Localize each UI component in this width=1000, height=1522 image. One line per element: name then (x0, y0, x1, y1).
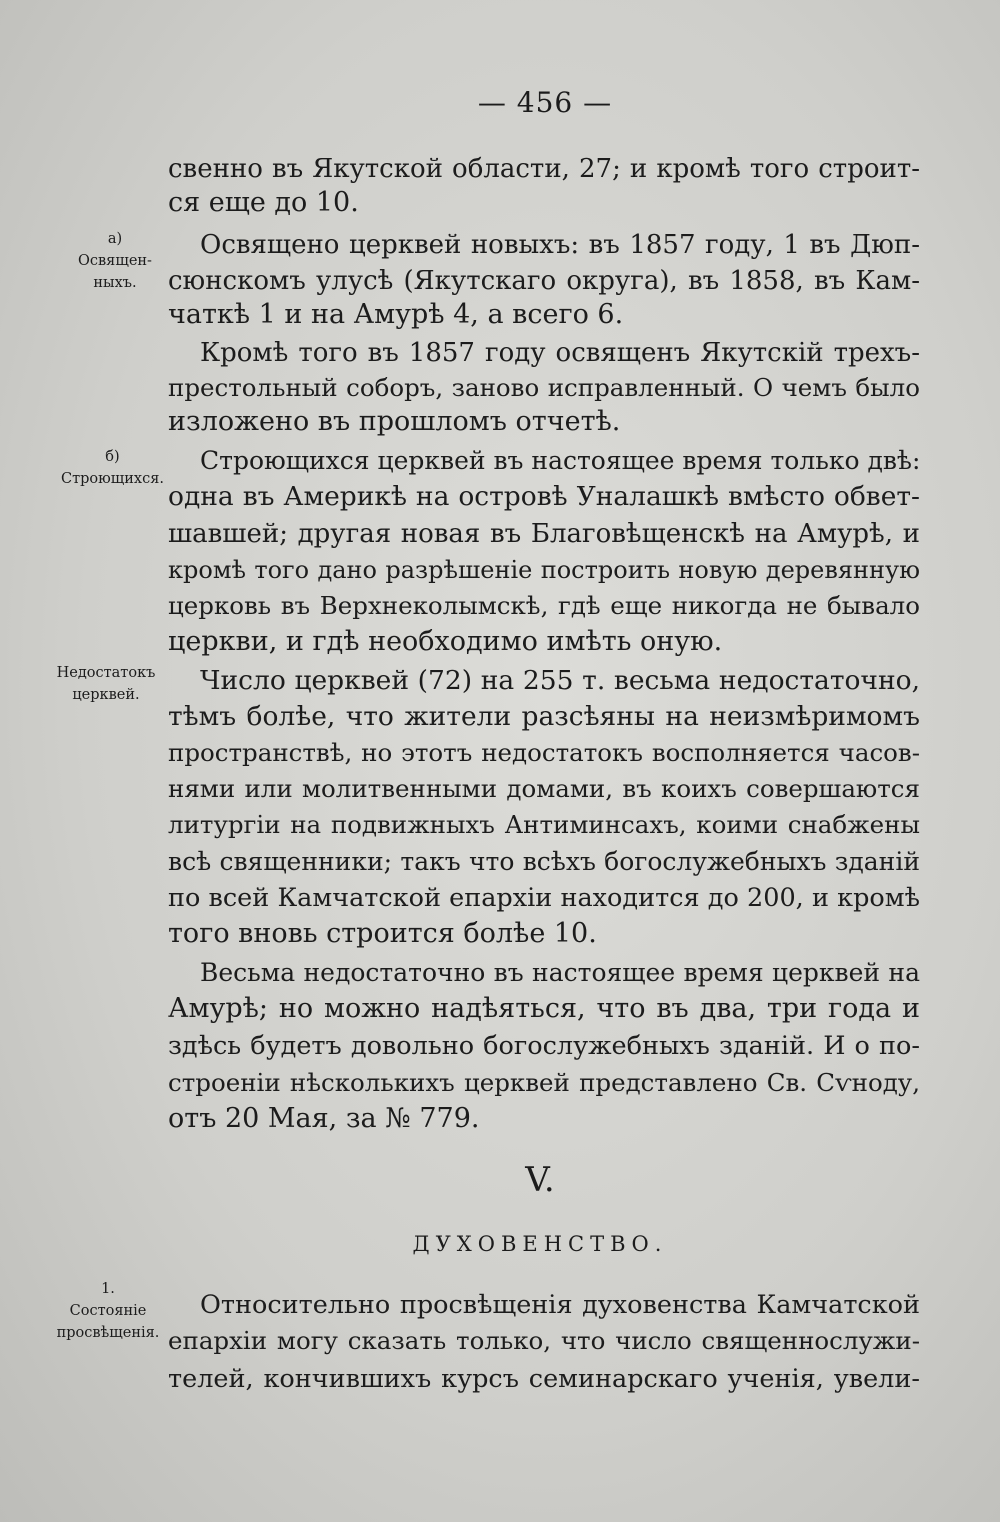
body-line: сюнскомъ улусѣ (Якутскаго округа), въ 1858, въ Кам- (168, 266, 920, 296)
section-numeral: V. (525, 1160, 555, 1200)
body-line: Весьма недостаточно въ настоящее время церквей на (200, 958, 920, 987)
body-line: церкви, и гдѣ необходимо имѣть оную. (168, 626, 723, 657)
body-line: чаткѣ 1 и на Амурѣ 4, а всего 6. (168, 299, 624, 330)
margin-note-under-construction (50, 446, 175, 490)
page-number: — 456 — (477, 86, 613, 119)
body-line: Строющихся церквей въ настоящее время только двѣ: (200, 446, 921, 475)
margin-note-consecrated (70, 228, 160, 294)
body-line: по всей Камчатской епархіи находится до 200, и кромѣ (168, 883, 920, 913)
body-line: ся еще до 10. (168, 187, 359, 218)
body-line: Кромѣ того въ 1857 году освященъ Якутскій трехъ- (200, 338, 920, 368)
margin-note-line: а) (107, 231, 123, 247)
margin-note-line: церквей. (72, 687, 140, 703)
body-line: престольный соборъ, заново исправленный. О чемъ было (168, 373, 920, 402)
body-line: строеніи нѣсколькихъ церквей представлено Св. Сѵноду, (168, 1068, 920, 1097)
margin-note-line: Состояніе (69, 1303, 147, 1319)
body-line: всѣ священники; такъ что всѣхъ богослужебныхъ зданій (168, 847, 920, 876)
body-line: тѣмъ болѣе, что жители разсѣяны на неизмѣримомъ (168, 701, 920, 732)
body-line: здѣсь будетъ довольно богослужебныхъ зданій. И о по- (168, 1031, 920, 1061)
margin-note-education (48, 1278, 168, 1344)
body-line: Амурѣ; но можно надѣяться, что въ два, три года и (168, 993, 920, 1024)
body-line: кромѣ того дано разрѣшеніе построить новую деревянную (168, 556, 920, 584)
body-line: нями или молитвенными домами, въ коихъ совершаются (168, 774, 920, 803)
body-line: отъ 20 Мая, за № 779. (168, 1103, 480, 1134)
body-line: Число церквей (72) на 255 т. весьма недостаточно, (200, 665, 920, 696)
body-line: одна въ Америкѣ на островѣ Уналашкѣ вмѣсто обвет- (168, 481, 920, 512)
body-line: литургіи на подвижныхъ Антиминсахъ, коими снабжены (168, 810, 920, 839)
body-line: свенно въ Якутской области, 27; и кромѣ того строит- (168, 154, 920, 184)
margin-note-line: просвѣщенія. (56, 1325, 160, 1341)
section-title: ДУХОВЕНСТВО. (412, 1232, 668, 1256)
body-line: того вновь строится болѣе 10. (168, 918, 597, 949)
body-line: пространствѣ, но этотъ недостатокъ восполняется часов- (168, 738, 920, 767)
body-line: шавшей; другая новая въ Благовѣщенскѣ на Амурѣ, и (168, 519, 920, 549)
margin-note-line: Строющихся. (61, 471, 164, 487)
body-line: церковь въ Верхнеколымскѣ, гдѣ еще никогда не бывало (168, 591, 920, 620)
body-line: Относительно просвѣщенія духовенства Камчатской (200, 1290, 920, 1320)
body-line: епархіи могу сказать только, что число священнослужи- (168, 1326, 920, 1355)
body-line: Освящено церквей новыхъ: въ 1857 году, 1 въ Дюп- (200, 230, 920, 260)
margin-note-line: Недостатокъ (56, 665, 156, 681)
body-line: изложено въ прошломъ отчетѣ. (168, 406, 621, 437)
margin-note-line: б) (105, 449, 120, 465)
margin-note-line: 1. (101, 1281, 115, 1297)
body-line: телей, кончившихъ курсъ семинарскаго ученія, увели- (168, 1364, 920, 1394)
margin-note-line: ныхъ. (93, 275, 137, 291)
margin-note-shortage (46, 662, 166, 706)
margin-note-line: Освящен- (78, 253, 152, 269)
